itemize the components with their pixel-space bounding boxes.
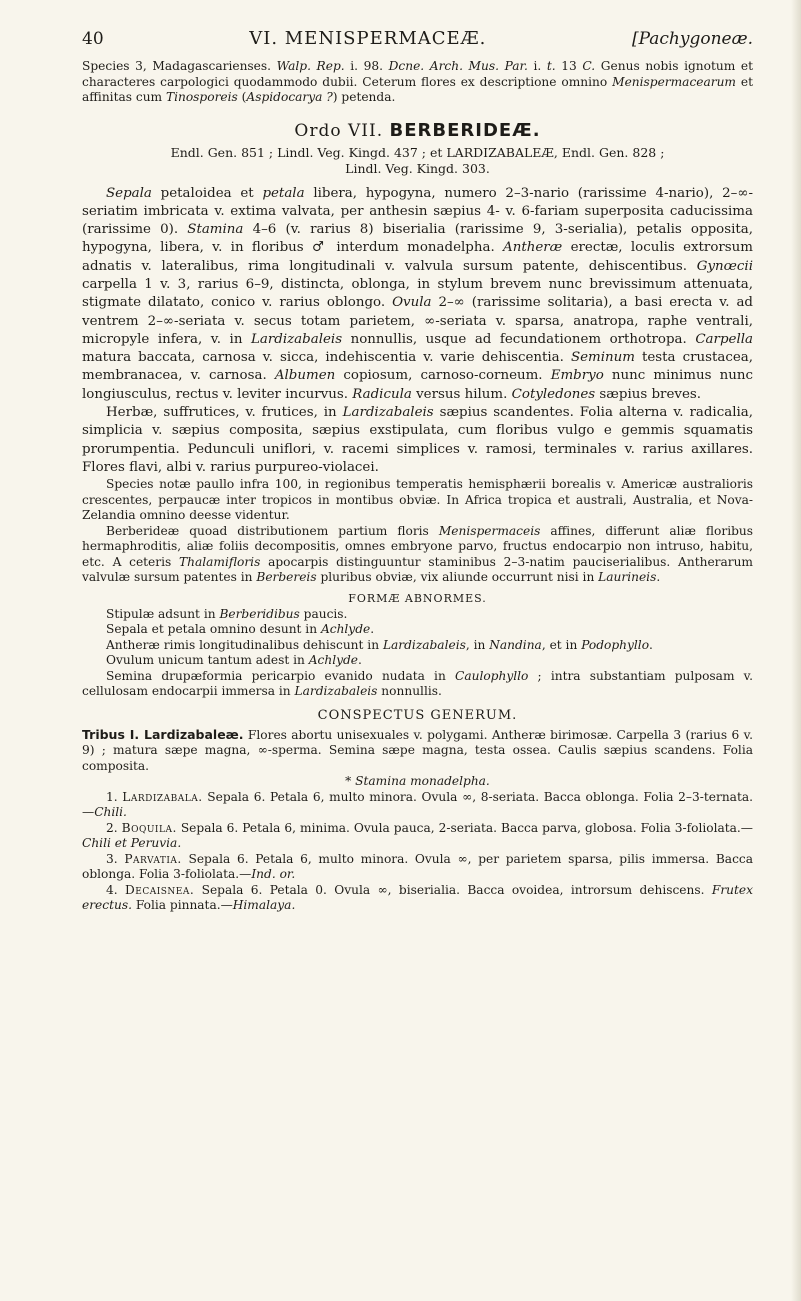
habit-paragraph: Herbæ, suffrutices, v. frutices, in Lardizabaleis sæpius scandentes. Folia alterna v. radicalia, simplicia v. sæpius composita, sæpius exstipulata, cum floribus vulgo e gemmis squamatis prorumpentia. Pedunculi uniflori, v. racemi simplices v. ramosi, terminales v. rarius axillares. Flores flavi, albi v. rarius purpureo-violacei. bbox=[82, 405, 753, 475]
page-number: 40 bbox=[82, 29, 104, 49]
order-heading bbox=[82, 120, 753, 141]
running-genus: [Pachygoneæ. bbox=[631, 29, 753, 49]
formae-heading: FORMÆ ABNORMES. bbox=[348, 591, 487, 605]
distribution-paragraph: Species notæ paullo infra 100, in regionibus temperatis hemisphærii borealis v. Americæ australioris crescentes, perpaucæ inter tropicos in montibus obviæ. In Africa tropica et australi, Australia, et Nova-Zelandia omnino deesse videntur. bbox=[82, 477, 753, 523]
order-label: Ordo VII. bbox=[294, 120, 384, 141]
order-description: Sepala petaloidea et petala libera, hypogyna, numero 2–3-nario (rarissime 4-nario), 2–∞-seriatim imbricata v. extima valvata, per anthesin sæpius 4- v. 6-fariam superposita caducissima (rarissime 0). Stamina 4–6 (v. rarius 8) biserialia (rarissime 9, 3-serialia), petalis opposita, hypogyna, libera, v. in floribus ♂ interdum monadelpha. Antheræ erectæ, loculis extrorsum adnatis v. lateralibus, rima longitudinali v. valvula sursum patente, dehiscentibus. Gynœcii carpella 1 v. 3, rarius 6–9, distincta, oblonga, in stylum brevem nunc brevissimum attenuata, stigmate dilatato, conico v. rarius oblongo. Ovula 2–∞ (rarissime solitaria), a basi erecta v. ad ventrem 2–∞-seriata v. secus totam parietem, ∞-seriata v. sparsa, anatropa, raphe ventrali, micropyle infera, v. in Lardizabaleis nonnullis, usque ad fecundationem orthotropa. Carpella matura baccata, carnosa v. sicca, indehiscentia v. varie dehiscentia. Seminum testa crustacea, membranacea, v. carnosa. Albumen copiosum, carnoso-corneum. Embryo nunc minimus nunc longiusculus, rectus v. leviter incurvus. Radicula versus hilum. Cotyledones sæpius breves. bbox=[82, 185, 754, 402]
genus-entry: 2. Boquila. Sepala 6. Petala 6, minima. Ovula pauca, 2-seriata. Bacca parva, globosa. Folia 3-foliolata.—Chili et Peruvia. bbox=[82, 820, 753, 851]
stamina-subheading: * Stamina monadelpha. bbox=[345, 774, 490, 789]
tribus-paragraph: Tribus I. Lardizabaleæ. Flores abortu unisexuales v. polygami. Antheræ birimosæ. Carpella 3 (rarius 6 v. 9) ; matura sæpe magna, ∞-sperma. Semina sæpe magna, testa ossea. Caulis sæpius scandens. Folia composita. bbox=[82, 726, 753, 773]
tribus-label: Tribus I. Lardizabaleæ. bbox=[82, 726, 244, 742]
chapter-title: VI. MENISPERMACEÆ. bbox=[249, 28, 487, 49]
genus-entry: 1. Lardizabala. Sepala 6. Petala 6, multo minora. Ovula ∞, 8-seriata. Bacca oblonga. Folia 2–3-ternata.—Chili. bbox=[82, 789, 753, 820]
running-header bbox=[82, 28, 753, 49]
formae-item: Antheræ rimis longitudinalibus dehiscunt in Lardizabaleis, in Nandina, et in Podophyllo. bbox=[106, 637, 653, 652]
genus-entry: 3. Parvatia. Sepala 6. Petala 6, multo minora. Ovula ∞, per parietem sparsa, pilis immersa. Bacca oblonga. Folia 3-foliolata.—Ind. or. bbox=[82, 851, 753, 882]
page-edge bbox=[791, 0, 801, 1301]
formae-item: Sepala et petala omnino desunt in Achlyde. bbox=[106, 622, 375, 637]
genus-entry: 4. Decaisnea. Sepala 6. Petala 0. Ovula ∞, biserialia. Bacca ovoidea, introrsum dehiscens. Frutex erectus. Folia pinnata.—Himalaya. bbox=[82, 882, 753, 913]
formae-item: Stipulæ adsunt in Berberidibus paucis. bbox=[106, 606, 348, 621]
conspectus-heading: CONSPECTUS GENERUM. bbox=[317, 707, 518, 723]
affinity-paragraph: Berberideæ quoad distributionem partium floris Menispermaceis affines, differunt aliæ floribus hermaphroditis, aliæ foliis decompositis, omnes embryone parvo, fructus endocarpio non intruso, habitu, etc. A ceteris Thalamifloris apocarpis distinguuntur staminibus 2–3-natim pauciserialibus. Antherarum valvulæ sursum patentes in Berbereis pluribus obviæ, vix aliunde occurrunt nisi in Laurineis. bbox=[82, 523, 753, 585]
formae-item: Semina drupæformia pericarpio evanido nudata in Caulophyllo ; intra substantiam pulposam v. cellulosam endocarpii immersa in Lardizabaleis nonnullis. bbox=[82, 668, 753, 699]
intro-paragraph: Species 3, Madagascarienses. Walp. Rep. i. 98. Dcne. Arch. Mus. Par. i. t. 13 C. Genus nobis ignotum et characteres carpologici quodammodo dubii. Ceterum flores ex descriptione omnino Menispermacearum et affinitas cum Tinosporeis (Aspidocarya ?) petenda. bbox=[82, 59, 753, 104]
order-references: Endl. Gen. 851 ; Lindl. Veg. Kingd. 437 ; et LARDIZABALEÆ, Endl. Gen. 828 ; Lindl. Veg. Kingd. 303. bbox=[170, 144, 665, 176]
formae-item: Ovulum unicum tantum adest in Achlyde. bbox=[106, 653, 362, 668]
order-name: BERBERIDEÆ. bbox=[389, 119, 541, 141]
